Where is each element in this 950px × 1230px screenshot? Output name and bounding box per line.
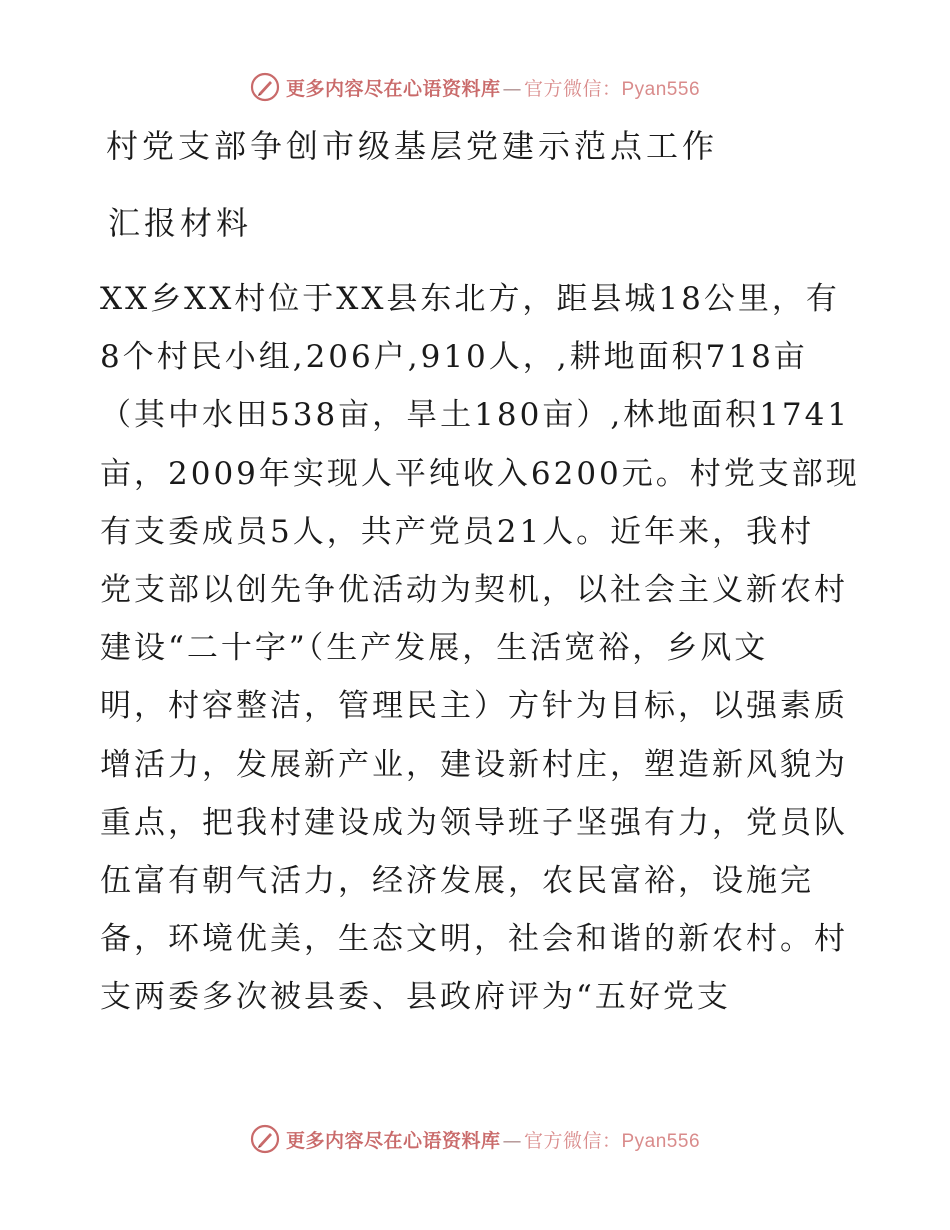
body-line: 亩，2009年实现人平纯收入6200元。村党支部现	[100, 455, 860, 492]
body-line: 伍富有朝气活力，经济发展，农民富裕，设施完	[100, 863, 814, 900]
footer-watermark	[0, 1124, 950, 1154]
watermark-brand: 更多内容尽在心语资料库	[285, 77, 501, 100]
body-line: 党支部以创先争优活动为契机，以社会主义新农村	[100, 572, 848, 609]
body-line: 有支委成员5人，共产党员21人。近年来，我村	[100, 513, 815, 550]
pen-circle-logo-icon	[250, 1124, 280, 1154]
watermark-wechat-id: Pyan556	[621, 1130, 701, 1152]
header-watermark	[0, 72, 950, 102]
watermark-wechat-label: 官方微信：	[523, 1129, 622, 1152]
document-body	[100, 270, 860, 1027]
watermark-wechat-label: 官方微信：	[523, 77, 622, 100]
document-subtitle: 汇报材料	[108, 204, 253, 242]
body-line: 增活力，发展新产业，建设新村庄，塑造新风貌为	[100, 746, 848, 783]
body-line: （其中水田538亩，旱土180亩）,林地面积1741	[100, 397, 851, 434]
document-title: 村党支部争创市级基层党建示范点工作	[106, 127, 719, 165]
body-line: 8个村民小组,206户,910人，,耕地面积718亩	[100, 339, 808, 376]
body-line: 建设“二十字”（生产发展，生活宽裕，乡风文	[100, 630, 769, 667]
watermark-wechat-id: Pyan556	[621, 78, 701, 100]
body-line: 明，村容整洁，管理民主）方针为目标，以强素质	[100, 688, 848, 725]
body-line: 重点，把我村建设成为领导班子坚强有力，党员队	[100, 804, 848, 841]
body-line: 支两委多次被县委、县政府评为“五好党支	[100, 979, 731, 1016]
watermark-separator: —	[502, 1129, 522, 1152]
watermark-separator: —	[502, 77, 522, 100]
pen-circle-logo-icon	[250, 72, 280, 102]
watermark-brand: 更多内容尽在心语资料库	[285, 1129, 501, 1152]
body-line: XX乡XX村位于XX县东北方，距县城18公里，有	[100, 281, 840, 317]
body-line: 备，环境优美，生态文明，社会和谐的新农村。村	[100, 921, 848, 958]
